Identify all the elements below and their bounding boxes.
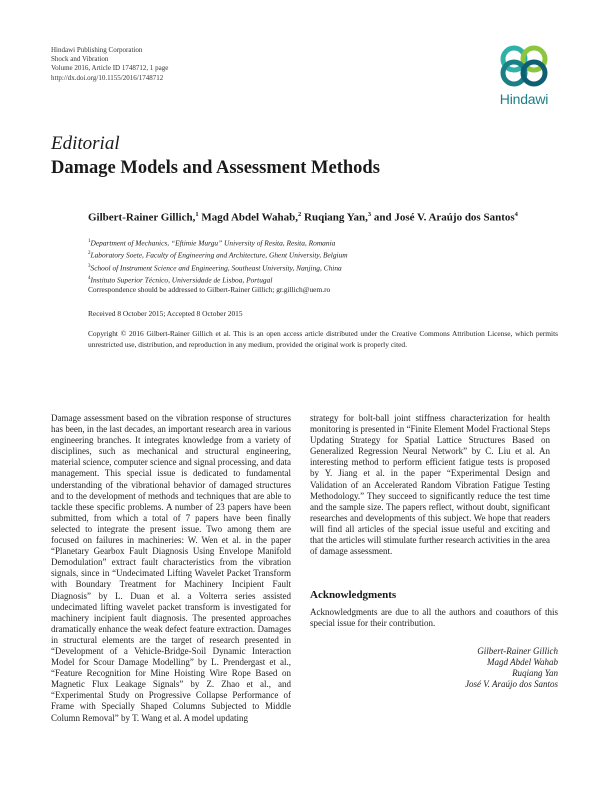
author-sup: 2	[298, 211, 302, 218]
author-sup: 1	[195, 211, 199, 218]
copyright-notice: Copyright © 2016 Gilbert-Rainer Gillich et al. This is an open access article distributed under the Creative Commons Attribution License, which permits unrestricted use, distribution, and reproduction in any medium, provided the original work is properly cited.	[88, 329, 558, 349]
affiliation-item	[88, 236, 348, 248]
affiliation-text: School of Instrument Science and Engineering, Southeast University, Nanjing, China	[90, 263, 342, 273]
publisher-name: Hindawi Publishing Corporation	[51, 46, 143, 54]
author-name: Gilbert-Rainer Gillich,	[88, 211, 196, 224]
body-text-left-column: Damage assessment based on the vibration response of structures has been, in the last decades, an important research area in various engineering branches. It integrates knowledge from a variety of disciplines, such as mechanical and structural engineering, material science, computer science and signal processing, and data management. This special issue is dedicated to fundamental understanding of the vibrational behavior of damaged structures and to the development of methods and techniques that are able to tackle these specific problems. A number of 23 papers have been submitted, from which a total of 7 papers have been finally selected to integrate the present issue. Two among them are focused on failures in machineries: W. Wen et al. in the paper “Planetary Gearbox Fault Diagnosis Using Envelope Manifold Demodulation” extract fault characteristics from the vibration signals, since in “Undecimated Lifting Wavelet Packet Transform with Boundary Treatment for Machinery Incipient Fault Diagnosis” by L. Duan et al. a Volterra series assisted undecimated lifting wavelet packet transform is investigated for machinery incipient fault diagnosis. The presented approaches dramatically enhance the weak defect feature extraction. Damages in structural elements are the target of research presented in “Development of a Vehicle-Bridge-Soil Dynamic Interaction Model for Scour Damage Modelling” by L. Prendergast et al., “Feature Recognition for Mine Hoisting Wire Rope Based on Magnetic Flux Leakage Signals” by Z. Zhao et al., and “Experimental Study on Progressive Collapse Performance of Frame with Specially Shaped Columns Subjected to Middle Column Removal” by T. Wang et al. A model updating	[51, 413, 291, 723]
article-type: Editorial	[51, 133, 120, 154]
affiliation-sup: 4	[88, 276, 91, 282]
acknowledgments-text: Acknowledgments are due to all the authors and coauthors of this special issue for their contribution.	[310, 607, 558, 629]
hindawi-logo	[492, 42, 556, 107]
acknowledgments-heading: Acknowledgments	[310, 589, 397, 601]
affiliation-text: Laboratory Soete, Faculty of Engineering and Architecture, Ghent University, Belgium	[90, 250, 348, 260]
hindawi-logo-icon	[492, 42, 556, 88]
affiliation-sup: 1	[88, 239, 91, 244]
doi-link[interactable]: http://dx.doi.org/10.1155/2016/1748712	[51, 73, 164, 82]
affiliation-sup: 3	[88, 263, 91, 269]
affiliation-text: Department of Mechanics, “Eftimie Murgu” University of Resita, Resita, Romania	[90, 238, 336, 248]
author-name: and José V. Araújo dos Santos	[373, 211, 515, 224]
correspondence-line: Correspondence should be addressed to Gilbert-Rainer Gillich; gr.gillich@uem.ro	[88, 285, 331, 294]
author-list	[88, 211, 518, 224]
journal-name: Shock and Vibration	[51, 55, 109, 64]
received-accepted-dates: Received 8 October 2015; Accepted 8 October 2015	[88, 309, 243, 318]
signature-line: Magd Abdel Wahab	[487, 657, 558, 668]
author-sup: 4	[514, 211, 518, 218]
editor-signatures	[400, 646, 558, 690]
author-sup: 3	[367, 211, 372, 218]
journal-header	[51, 46, 168, 83]
signature-line: José V. Araújo dos Santos	[465, 679, 558, 690]
affiliation-item	[88, 261, 348, 273]
body-text-right-column: strategy for bolt-ball joint stiffness characterization for health monitoring is presented in “Finite Element Model Fractional Steps Updating Strategy for Spatial Lattice Structures Based on Generalized Regression Neural Network” by C. Liu et al. An interesting method to perform efficient fatigue tests is proposed by Y. Jiang et al. in the paper “Experimental Design and Validation of an Accelerated Random Vibration Fatigue Testing Methodology.” They succeed to significantly reduce the test time and the sample size. The papers reflect, without doubt, significant researches and developments of this subject. We hope that readers will find all articles of the special issue useful and exciting and that the articles will stimulate further research activities in the area of damage assessment.	[310, 413, 550, 557]
signature-line: Gilbert-Rainer Gillich	[477, 646, 558, 656]
article-title: Damage Models and Assessment Methods	[51, 158, 380, 178]
affiliation-sup: 2	[88, 251, 91, 257]
author-name: Ruqiang Yan,	[304, 211, 368, 224]
affiliations	[88, 236, 348, 286]
hindawi-logo-text: Hindawi	[499, 91, 549, 107]
affiliation-text: Instituto Superior Técnico, Universidade de Lisboa, Portugal	[90, 275, 273, 285]
affiliation-item	[88, 273, 348, 285]
affiliation-item	[88, 248, 348, 260]
signature-line: Ruqiang Yan	[512, 668, 558, 679]
author-name: Magd Abdel Wahab,	[201, 211, 299, 224]
volume-info: Volume 2016, Article ID 1748712, 1 page	[51, 64, 169, 73]
